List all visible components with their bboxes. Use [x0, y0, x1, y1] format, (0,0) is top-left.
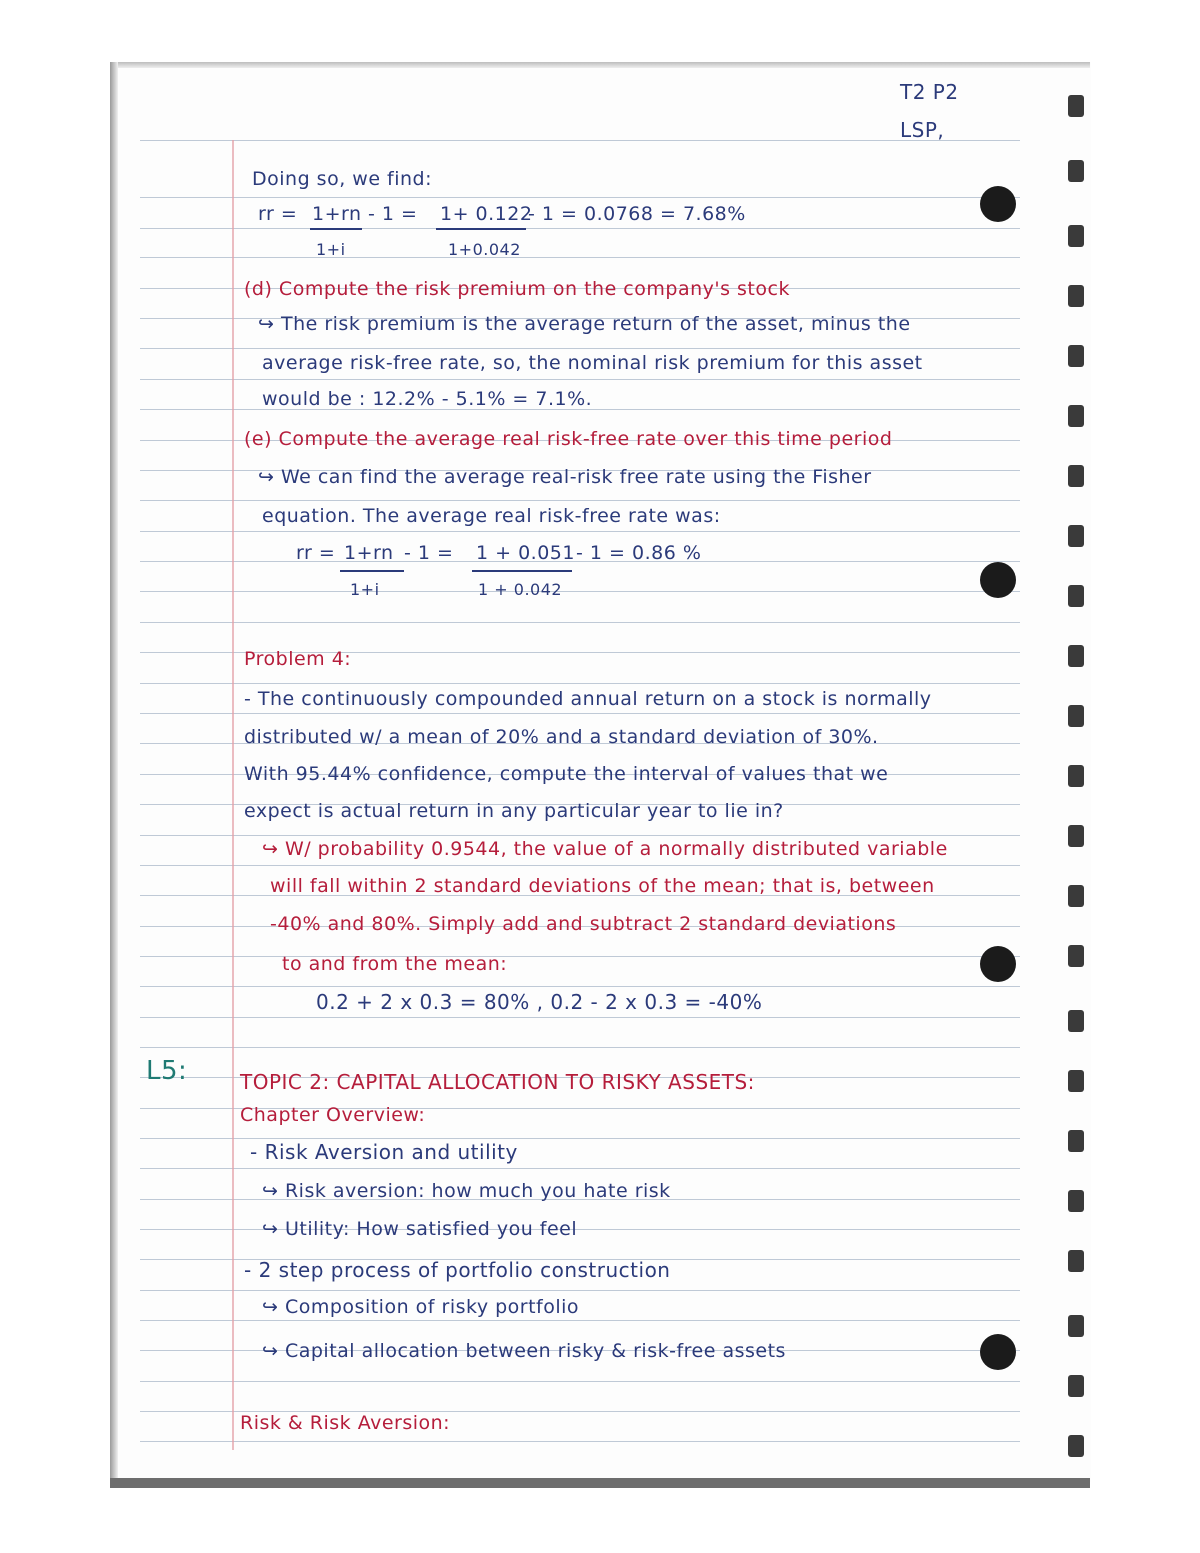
eq-c-lhs: rr =	[258, 203, 298, 225]
spiral-mark	[1068, 1435, 1084, 1457]
fraction-bar	[472, 570, 572, 572]
header-line-2: LSP,	[900, 118, 945, 142]
ruled-line	[140, 531, 1020, 532]
section-e-line-1: ↪ We can find the average real-risk free rate using the Fisher	[258, 466, 872, 488]
eq-e-num2: 1 + 0.051	[476, 542, 575, 564]
problem4-answer-4: to and from the mean:	[282, 953, 508, 975]
ruled-line	[140, 1381, 1020, 1382]
bullet-risk-aversion-utility: - Risk Aversion and utility	[250, 1140, 518, 1164]
spiral-mark	[1068, 1130, 1084, 1152]
topic-title: TOPIC 2: CAPITAL ALLOCATION TO RISKY ASSETS:	[240, 1070, 755, 1094]
spiral-mark	[1068, 160, 1084, 182]
eq-e-lhs: rr =	[296, 542, 336, 564]
ruled-line	[140, 956, 1020, 957]
spiral-mark	[1068, 465, 1084, 487]
ruled-line	[140, 1441, 1020, 1442]
bullet-two-step: - 2 step process of portfolio construction	[244, 1258, 671, 1282]
eq-e-den2: 1 + 0.042	[478, 580, 563, 599]
spiral-mark	[1068, 585, 1084, 607]
ruled-line	[140, 1290, 1020, 1291]
bullet-risk-aversion: ↪ Risk aversion: how much you hate risk	[262, 1180, 671, 1202]
ruled-line	[140, 1017, 1020, 1018]
ruled-line	[140, 228, 1020, 229]
spiral-mark	[1068, 225, 1084, 247]
ruled-line	[140, 1168, 1020, 1169]
fraction-bar	[436, 228, 526, 230]
problem4-line-2: distributed w/ a mean of 20% and a standard deviation of 30%.	[244, 726, 879, 748]
page-bottom-edge	[110, 1478, 1090, 1488]
header-line-1: T2 P2	[900, 80, 959, 104]
ruled-line	[140, 140, 1020, 141]
binder-hole	[980, 1334, 1016, 1370]
ruled-line	[140, 622, 1020, 623]
problem4-answer-2: will fall within 2 standard deviations of the mean; that is, between	[270, 875, 935, 897]
spiral-mark	[1068, 1315, 1084, 1337]
ruled-line	[140, 986, 1020, 987]
eq-e-num1: 1+rn	[344, 542, 394, 564]
problem4-heading: Problem 4:	[244, 648, 352, 670]
lecture-marker: L5:	[146, 1056, 188, 1086]
section-e-heading: (e) Compute the average real risk-free rate over this time period	[244, 428, 893, 450]
ruled-line	[140, 835, 1020, 836]
eq-e-result: - 1 = 0.86 %	[576, 542, 702, 564]
margin-line	[232, 140, 234, 1450]
ruled-line	[140, 1138, 1020, 1139]
section-d-line-3: would be : 12.2% - 5.1% = 7.1%.	[262, 388, 593, 410]
section-c-intro: Doing so, we find:	[252, 168, 433, 190]
spiral-mark	[1068, 1190, 1084, 1212]
eq-c-mid: - 1 =	[368, 203, 418, 225]
eq-e-den1: 1+i	[350, 580, 380, 599]
problem4-answer-5: 0.2 + 2 x 0.3 = 80% , 0.2 - 2 x 0.3 = -40%	[316, 990, 763, 1014]
section-d-line-1: ↪ The risk premium is the average return of the asset, minus the	[258, 313, 911, 335]
binder-hole	[980, 186, 1016, 222]
ruled-line	[140, 500, 1020, 501]
problem4-answer-3: -40% and 80%. Simply add and subtract 2 standard deviations	[270, 913, 897, 935]
spiral-mark	[1068, 765, 1084, 787]
spiral-mark	[1068, 945, 1084, 967]
ruled-line	[140, 683, 1020, 684]
spiral-mark	[1068, 705, 1084, 727]
bullet-composition: ↪ Composition of risky portfolio	[262, 1296, 580, 1318]
page-left-edge	[110, 62, 118, 1482]
spiral-mark	[1068, 525, 1084, 547]
eq-c-num2: 1+ 0.122	[440, 203, 533, 225]
problem4-line-3: With 95.44% confidence, compute the interval of values that we	[244, 763, 889, 785]
spiral-mark	[1068, 95, 1084, 117]
eq-c-result: - 1 = 0.0768 = 7.68%	[528, 203, 746, 225]
page-top-edge	[110, 62, 1090, 68]
ruled-line	[140, 865, 1020, 866]
section-e-line-2: equation. The average real risk-free rate was:	[262, 505, 721, 527]
binder-hole	[980, 946, 1016, 982]
section-d-heading: (d) Compute the risk premium on the company's stock	[244, 278, 790, 300]
ruled-line	[140, 257, 1020, 258]
fraction-bar	[310, 228, 362, 230]
eq-e-mid: - 1 =	[404, 542, 454, 564]
ruled-line	[140, 379, 1020, 380]
subheading-risk-aversion: Risk & Risk Aversion:	[240, 1412, 451, 1434]
binder-hole	[980, 562, 1016, 598]
spiral-mark	[1068, 285, 1084, 307]
ruled-line	[140, 197, 1020, 198]
ruled-line	[140, 591, 1020, 592]
spiral-mark	[1068, 645, 1084, 667]
problem4-line-4: expect is actual return in any particular year to lie in?	[244, 800, 784, 822]
spiral-mark	[1068, 1070, 1084, 1092]
spiral-mark	[1068, 885, 1084, 907]
spiral-mark	[1068, 1250, 1084, 1272]
spiral-mark	[1068, 1010, 1084, 1032]
spiral-mark	[1068, 405, 1084, 427]
bullet-capital-allocation: ↪ Capital allocation between risky & risk-free assets	[262, 1340, 786, 1362]
spiral-mark	[1068, 1375, 1084, 1397]
eq-c-den2: 1+0.042	[448, 240, 521, 259]
section-d-line-2: average risk-free rate, so, the nominal risk premium for this asset	[262, 352, 923, 374]
eq-c-den1: 1+i	[316, 240, 346, 259]
ruled-line	[140, 348, 1020, 349]
ruled-line	[140, 1047, 1020, 1048]
fraction-bar	[340, 570, 404, 572]
bullet-utility: ↪ Utility: How satisfied you feel	[262, 1218, 578, 1240]
spiral-mark	[1068, 825, 1084, 847]
chapter-overview: Chapter Overview:	[240, 1104, 426, 1126]
ruled-line	[140, 713, 1020, 714]
ruled-line	[140, 1320, 1020, 1321]
problem4-line-1: - The continuously compounded annual return on a stock is normally	[244, 688, 932, 710]
eq-c-num1: 1+rn	[312, 203, 362, 225]
problem4-answer-1: ↪ W/ probability 0.9544, the value of a normally distributed variable	[262, 838, 948, 860]
spiral-mark	[1068, 345, 1084, 367]
